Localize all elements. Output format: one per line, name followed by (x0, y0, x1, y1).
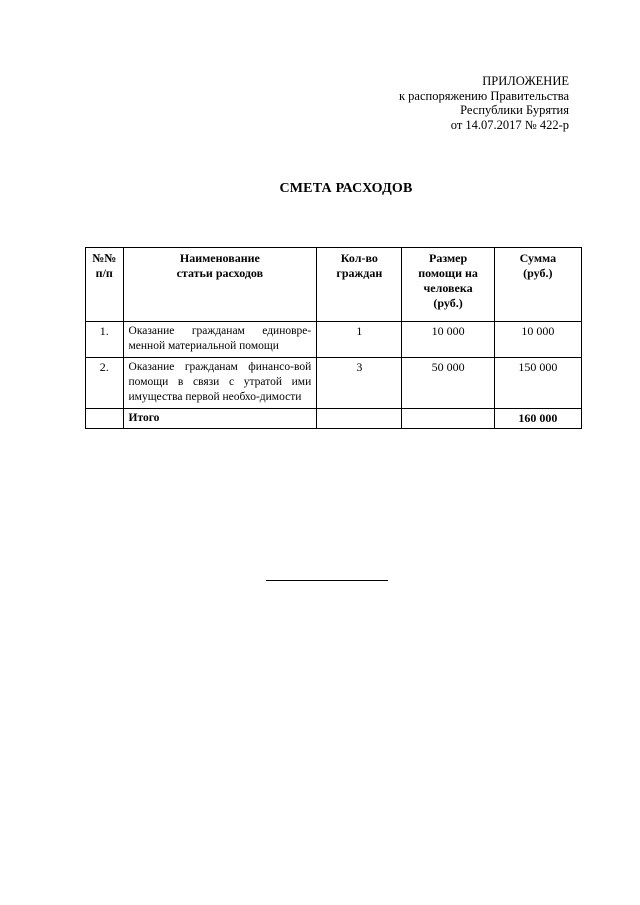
table-header-row (86, 248, 582, 322)
row-qty: 3 (317, 358, 402, 409)
appendix-title: ПРИЛОЖЕНИЕ (482, 74, 569, 88)
total-size-cell (402, 409, 494, 429)
table-row (86, 358, 582, 409)
row-size: 50 000 (402, 358, 494, 409)
header-num: №№ п/п (86, 248, 124, 322)
header-name: Наименование статьи расходов (123, 248, 317, 322)
document-title: СМЕТА РАСХОДОВ (279, 181, 413, 196)
appendix-order-line: к распоряжению Правительства (398, 88, 569, 103)
row-sum: 10 000 (494, 322, 581, 358)
total-sum: 160 000 (494, 409, 581, 429)
total-qty-cell (317, 409, 402, 429)
row-sum: 150 000 (494, 358, 581, 409)
appendix-date-number: от 14.07.2017 № 422-р (450, 117, 569, 132)
row-num: 2. (86, 358, 124, 409)
row-size: 10 000 (402, 322, 494, 358)
total-num-cell (86, 409, 124, 429)
row-num: 1. (86, 322, 124, 358)
appendix-header (399, 74, 569, 132)
row-name: Оказание гражданам финансо-вой помощи в связи с утратой ими имущества первой необхо-димости (123, 358, 317, 409)
row-qty: 1 (317, 322, 402, 358)
appendix-republic-line: Республики Бурятия (460, 103, 569, 117)
header-size: Размер помощи на человека (руб.) (402, 248, 494, 322)
closing-divider-line (266, 580, 388, 581)
total-row (86, 409, 582, 429)
header-sum: Сумма (руб.) (494, 248, 581, 322)
row-name: Оказание гражданам единовре-менной материальной помощи (123, 322, 317, 358)
table-row (86, 322, 582, 358)
expense-estimate-table (85, 247, 582, 429)
header-qty: Кол-во граждан (317, 248, 402, 322)
total-label: Итого (123, 409, 317, 429)
